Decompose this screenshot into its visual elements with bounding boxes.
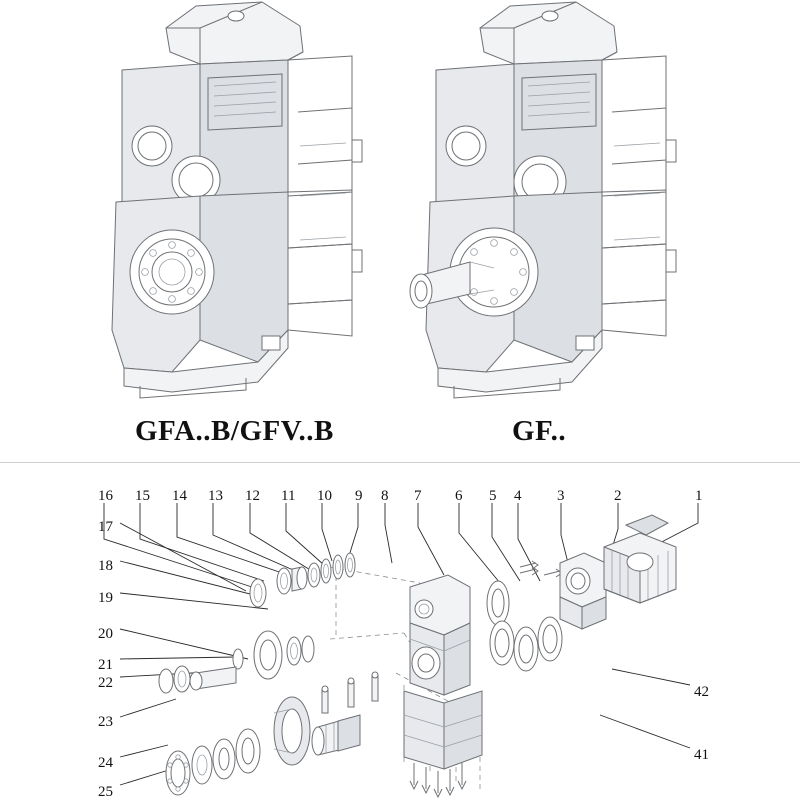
caption-gfab-gfvb: GFA..B/GFV..B (135, 415, 334, 447)
callout-number-top: 4 (514, 488, 522, 504)
callout-number-top: 2 (614, 488, 622, 504)
exploded-parts-diagram (0, 463, 800, 800)
callout-number-top: 1 (695, 488, 703, 504)
gear-unit-gfab-gfvb (112, 2, 362, 398)
gear-unit-gf (410, 2, 676, 398)
callout-number-left: 25 (98, 784, 113, 800)
callout-number-left: 18 (98, 558, 113, 574)
callout-number-top: 12 (245, 488, 260, 504)
component-housing (404, 575, 482, 797)
callout-number-top: 3 (557, 488, 565, 504)
callout-number-top: 9 (355, 488, 363, 504)
callout-number-left: 21 (98, 657, 113, 673)
callout-number-right: 42 (694, 684, 709, 700)
component-group-right (487, 515, 676, 671)
callout-number-left: 22 (98, 675, 113, 691)
exploded-diagram-svg (0, 463, 800, 800)
callout-number-right: 41 (694, 747, 709, 763)
callout-number-left: 23 (98, 714, 113, 730)
callout-number-left: 17 (98, 519, 113, 535)
callout-number-top: 16 (98, 488, 113, 504)
callout-number-top: 10 (317, 488, 332, 504)
callout-number-top: 5 (489, 488, 497, 504)
callout-number-top: 15 (135, 488, 150, 504)
callout-number-top: 11 (281, 488, 296, 504)
callout-number-left: 19 (98, 590, 113, 606)
callout-number-top: 8 (381, 488, 389, 504)
callout-number-top: 14 (172, 488, 187, 504)
component-group-left (159, 553, 378, 795)
caption-gf: GF.. (512, 415, 567, 447)
callout-number-top: 13 (208, 488, 223, 504)
callout-number-left: 20 (98, 626, 113, 642)
callout-number-top: 7 (414, 488, 422, 504)
callout-number-top: 6 (455, 488, 463, 504)
leader-lines-right (600, 669, 690, 748)
callout-number-left: 24 (98, 755, 113, 771)
